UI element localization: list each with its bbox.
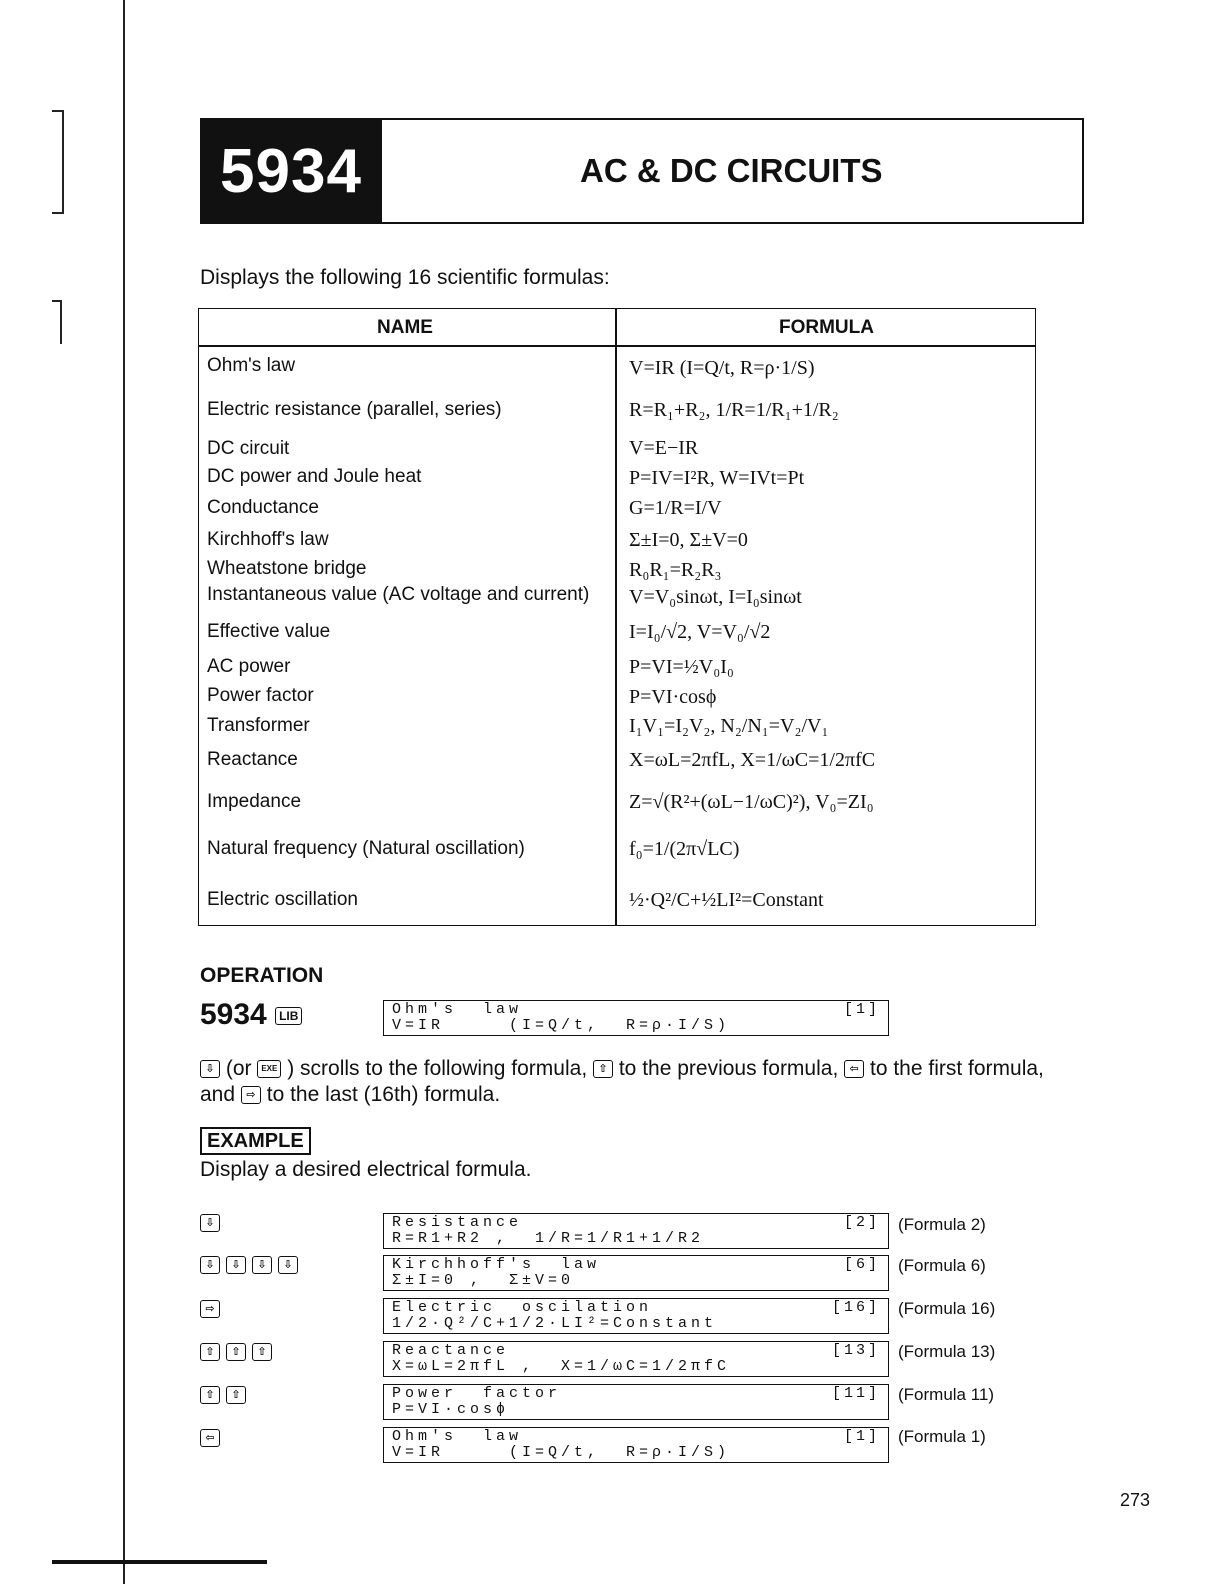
up-arrow-key-icon: ⇧ <box>252 1343 272 1361</box>
page-title: AC & DC CIRCUITS <box>580 152 883 189</box>
text-fragment: and <box>200 1083 236 1106</box>
formula-name: Transformer <box>207 715 310 736</box>
column-divider <box>615 309 617 925</box>
formula-name: DC power and Joule heat <box>207 466 422 487</box>
step-keys <box>200 1214 226 1232</box>
step-keys <box>200 1386 252 1404</box>
formula-note: (Formula 11) <box>898 1385 995 1404</box>
right-arrow-key-icon: ⇨ <box>200 1300 220 1318</box>
formula-value: G=1/R=I/V <box>629 497 722 519</box>
lcd-index: [2] <box>843 1214 880 1231</box>
lcd-index: [13] <box>831 1342 880 1359</box>
formula-name: Electric resistance (parallel, series) <box>207 399 502 420</box>
down-arrow-key-icon: ⇩ <box>200 1256 220 1274</box>
lcd-index: [1] <box>843 1428 880 1445</box>
formula-name: Electric oscillation <box>207 889 358 910</box>
left-arrow-key-icon: ⇦ <box>844 1060 864 1078</box>
lcd-line-1: Resistance <box>392 1214 523 1231</box>
operation-code-number: 5934 <box>200 998 267 1031</box>
lcd-index: [6] <box>843 1256 880 1273</box>
text-fragment: to the first formula, <box>869 1057 1044 1080</box>
lcd-display <box>383 1298 889 1334</box>
down-arrow-key-icon: ⇩ <box>278 1256 298 1274</box>
formula-name: Conductance <box>207 497 319 518</box>
formula-value: V=E−IR <box>629 437 699 459</box>
lcd-line-2: P=VI·cosϕ <box>392 1401 510 1418</box>
formula-value: V=V₀sinωt, I=I₀sinωt <box>629 586 802 608</box>
formula-note: (Formula 1) <box>898 1427 986 1446</box>
lcd-line-2: V=IR (I=Q/t, R=ρ·I/S) <box>392 1017 731 1034</box>
lcd-line-1: Ohm's law <box>392 1001 523 1018</box>
exe-key-icon: EXE <box>257 1060 281 1078</box>
lcd-line-1: Ohm's law <box>392 1428 523 1445</box>
lcd-line-2: 1/2·Q²/C+1/2·LI²=Constant <box>392 1315 718 1332</box>
step-keys <box>200 1256 304 1274</box>
text-fragment: ) scrolls to the following formula, <box>287 1057 588 1080</box>
lcd-display <box>383 1000 889 1036</box>
formula-value: V=IR (I=Q/t, R=ρ·1/S) <box>629 357 815 379</box>
formula-value: P=IV=I²R, W=IVt=Pt <box>629 467 805 489</box>
lcd-line-2: V=IR (I=Q/t, R=ρ·I/S) <box>392 1444 731 1461</box>
formula-value: X=ωL=2πfL, X=1/ωC=1/2πfC <box>629 749 876 771</box>
operation-code <box>200 998 302 1032</box>
lcd-index: [11] <box>831 1385 880 1402</box>
right-arrow-key-icon: ⇨ <box>241 1086 261 1104</box>
left-arrow-key-icon: ⇦ <box>200 1429 220 1447</box>
step-keys <box>200 1429 226 1447</box>
step-keys <box>200 1343 278 1361</box>
formula-name: Reactance <box>207 749 298 770</box>
program-code: 5934 <box>200 118 382 224</box>
column-header-formula: FORMULA <box>779 317 874 338</box>
up-arrow-key-icon: ⇧ <box>200 1343 220 1361</box>
lcd-display <box>383 1255 889 1291</box>
margin-mark <box>62 110 64 214</box>
lcd-display <box>383 1384 889 1420</box>
formula-note: (Formula 13) <box>898 1342 996 1361</box>
formula-note: (Formula 6) <box>898 1256 986 1275</box>
up-arrow-key-icon: ⇧ <box>593 1060 613 1078</box>
operation-heading: OPERATION <box>200 964 324 987</box>
header-divider <box>199 345 1035 347</box>
lcd-index: [16] <box>831 1299 880 1316</box>
example-label: EXAMPLE <box>200 1127 311 1155</box>
up-arrow-key-icon: ⇧ <box>226 1386 246 1404</box>
lcd-display <box>383 1213 889 1249</box>
formula-value: P=VI·cosϕ <box>629 686 717 708</box>
down-arrow-key-icon: ⇩ <box>200 1214 220 1232</box>
up-arrow-key-icon: ⇧ <box>200 1386 220 1404</box>
page-edge-shadow <box>52 1560 267 1564</box>
lcd-line-2: X=ωL=2πfL , X=1/ωC=1/2πfC <box>392 1358 731 1375</box>
lcd-line-1: Kirchhoff's law <box>392 1256 601 1273</box>
lib-key-icon: LIB <box>275 1007 302 1025</box>
formula-name: Effective value <box>207 621 331 642</box>
formula-value: R=R₁+R₂, 1/R=1/R₁+1/R₂ <box>629 399 839 421</box>
text-fragment: to the last (16th) formula. <box>266 1083 501 1106</box>
down-arrow-key-icon: ⇩ <box>200 1060 220 1078</box>
formula-value: P=VI=½V₀I₀ <box>629 656 734 678</box>
example-description: Display a desired electrical formula. <box>200 1158 532 1181</box>
lcd-line-1: Electric oscilation <box>392 1299 653 1316</box>
intro-text: Displays the following 16 scientific formulas: <box>200 266 610 289</box>
lcd-index: [1] <box>843 1001 880 1018</box>
lcd-line-1: Reactance <box>392 1342 510 1359</box>
text-fragment: to the previous formula, <box>618 1057 839 1080</box>
column-header-name: NAME <box>377 317 433 338</box>
lcd-line-2: Σ±I=0 , Σ±V=0 <box>392 1272 575 1289</box>
formula-name: Impedance <box>207 791 302 812</box>
page-number: 273 <box>1120 1490 1151 1510</box>
formula-name: Natural frequency (Natural oscillation) <box>207 838 525 859</box>
formula-name: AC power <box>207 656 291 677</box>
step-keys <box>200 1300 226 1318</box>
formula-value: R₀R₁=R₂R₃ <box>629 559 722 581</box>
formula-name: Wheatstone bridge <box>207 558 367 579</box>
margin-mark <box>60 300 62 344</box>
page-binding-line <box>123 0 125 1584</box>
formula-value: f₀=1/(2π√LC) <box>629 838 740 860</box>
formula-name: Kirchhoff's law <box>207 529 329 550</box>
lcd-display <box>383 1427 889 1463</box>
formula-value: I=I₀/√2, V=V₀/√2 <box>629 621 771 643</box>
formula-note: (Formula 2) <box>898 1215 986 1234</box>
formula-value: Σ±I=0, Σ±V=0 <box>629 529 748 551</box>
lcd-line-2: R=R1+R2 , 1/R=1/R1+1/R2 <box>392 1230 705 1247</box>
formula-value: ½·Q²/C+½LI²=Constant <box>629 889 824 911</box>
down-arrow-key-icon: ⇩ <box>226 1256 246 1274</box>
up-arrow-key-icon: ⇧ <box>226 1343 246 1361</box>
formula-name: Instantaneous value (AC voltage and current) <box>207 584 590 605</box>
margin-mark <box>52 212 64 214</box>
formula-value: I₁V₁=I₂V₂, N₂/N₁=V₂/V₁ <box>629 715 829 737</box>
formula-note: (Formula 16) <box>898 1299 996 1318</box>
formula-name: Power factor <box>207 685 314 706</box>
formula-name: DC circuit <box>207 438 290 459</box>
formula-table <box>198 308 1036 926</box>
lcd-display <box>383 1341 889 1377</box>
down-arrow-key-icon: ⇩ <box>252 1256 272 1274</box>
formula-name: Ohm's law <box>207 355 296 376</box>
scroll-instructions <box>200 1056 1100 1108</box>
lcd-line-1: Power factor <box>392 1385 562 1402</box>
text-fragment: (or <box>225 1057 252 1080</box>
formula-value: Z=√(R²+(ωL−1/ωC)²), V₀=ZI₀ <box>629 791 874 813</box>
